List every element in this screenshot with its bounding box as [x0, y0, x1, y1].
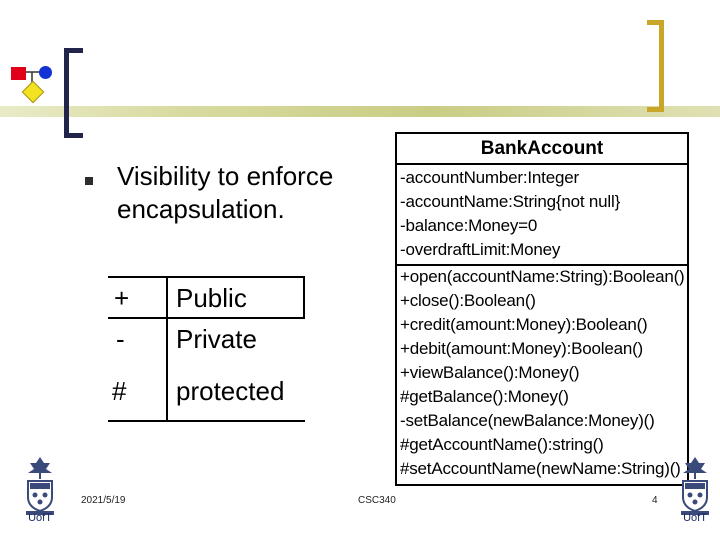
visibility-table: [108, 276, 305, 422]
left-bracket-decoration: [64, 48, 83, 138]
title-bar-gradient: [0, 106, 720, 117]
table-row-divider: [108, 317, 305, 319]
right-bracket-decoration: [647, 20, 664, 112]
table-cell-meaning: Private: [176, 324, 257, 354]
table-border-top: [108, 276, 305, 278]
logo-blue-circle-icon: [39, 66, 52, 79]
bullet-square-icon: [85, 177, 93, 185]
uml-attribute: -balance:Money=0: [400, 216, 538, 235]
table-border-bottom: [108, 420, 305, 422]
uml-operation: +viewBalance():Money(): [400, 363, 580, 382]
uml-attribute: -accountNumber:Integer: [400, 168, 579, 187]
table-border-right: [303, 276, 305, 318]
uml-operation: #getAccountName():string(): [400, 435, 604, 454]
uml-operation: #setAccountName(newName:String)(): [400, 459, 681, 478]
table-column-divider: [166, 276, 168, 422]
uml-operation: +credit(amount:Money):Boolean(): [400, 315, 648, 334]
table-cell-meaning: protected: [176, 376, 285, 406]
logo-red-square-icon: [11, 67, 26, 80]
crest-label: UofT: [683, 512, 707, 524]
crest-label: UofT: [28, 512, 52, 524]
uml-operation: +open(accountName:String):Boolean(): [400, 267, 685, 286]
footer-course: CSC340: [358, 495, 396, 506]
uml-class-name: BankAccount: [480, 138, 604, 159]
uml-operation: #getBalance():Money(): [400, 387, 569, 406]
uml-attribute: -accountName:String{not null}: [400, 192, 621, 211]
table-cell-meaning: Public: [176, 283, 247, 313]
table-cell-symbol: +: [114, 283, 130, 313]
uml-operation: -setBalance(newBalance:Money)(): [400, 411, 655, 430]
bullet-text: Visibility to enforce encapsulation.: [117, 161, 334, 224]
uml-operation: +debit(amount:Money):Boolean(): [400, 339, 643, 358]
uml-separator: [397, 163, 687, 165]
table-cell-symbol: #: [112, 376, 127, 406]
footer-date: 2021/5/19: [81, 495, 126, 506]
uml-operation: +close():Boolean(): [400, 291, 536, 310]
footer-page-number: 4: [652, 495, 658, 506]
uml-class-box: [395, 132, 689, 486]
uml-attribute: -overdraftLimit:Money: [400, 240, 561, 259]
table-cell-symbol: -: [116, 324, 125, 354]
